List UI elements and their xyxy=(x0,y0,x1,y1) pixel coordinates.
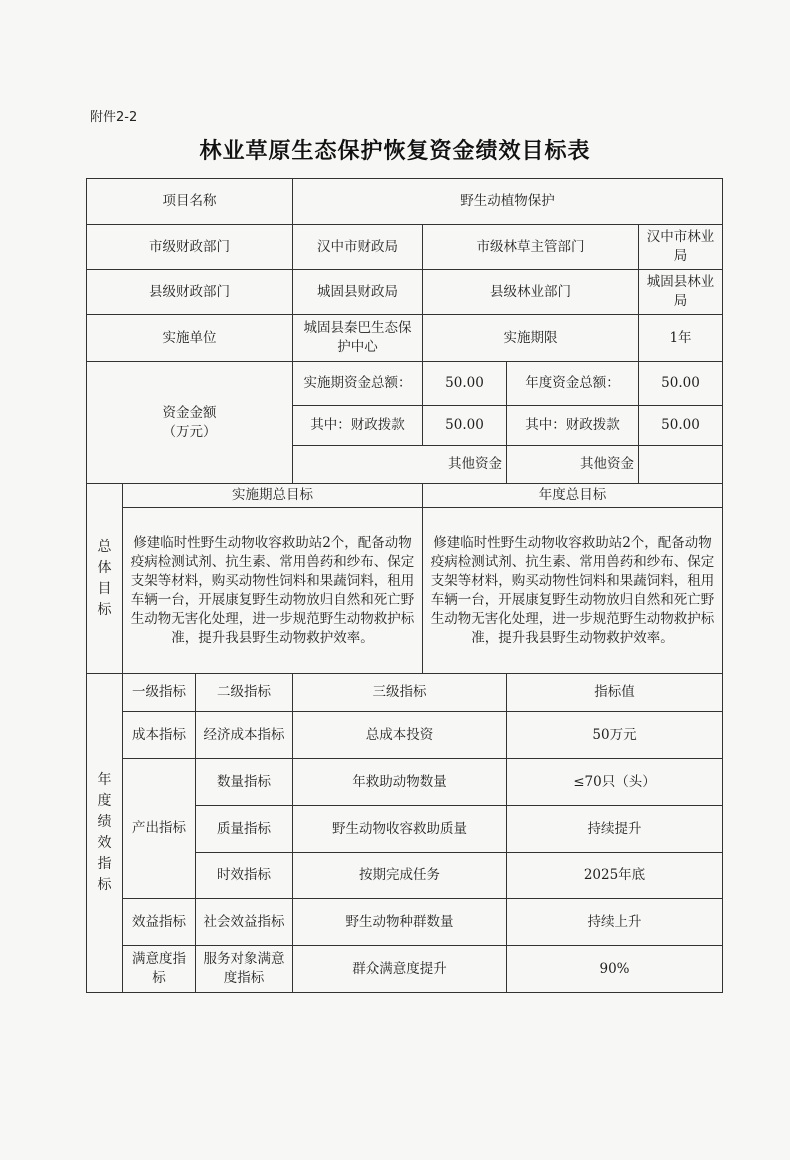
header-level3: 三级指标 xyxy=(293,674,507,712)
indicator-header-row xyxy=(87,674,723,712)
output-level3: 野生动物收容救助质量 xyxy=(293,806,507,853)
funds-fiscal-value: 50.00 xyxy=(423,406,507,446)
funds-fiscal-label-annual: 其中：财政拨款 xyxy=(507,406,639,446)
output-value: 持续提升 xyxy=(507,806,723,853)
overall-label-text: 总体目标 xyxy=(97,538,112,618)
project-name-label: 项目名称 xyxy=(87,179,293,225)
cost-row xyxy=(87,712,723,759)
benefit-level1: 效益指标 xyxy=(123,899,196,946)
city-forestry-value: 汉中市林业局 xyxy=(639,225,723,270)
county-forestry-value: 城固县林业局 xyxy=(639,270,723,315)
funds-annual-value: 50.00 xyxy=(639,362,723,406)
funds-total-value: 50.00 xyxy=(423,362,507,406)
county-row xyxy=(87,270,723,315)
cost-value: 50万元 xyxy=(507,712,723,759)
satisfaction-value: 90% xyxy=(507,946,723,993)
output-level3: 按期完成任务 xyxy=(293,853,507,899)
satisfaction-level3: 群众满意度提升 xyxy=(293,946,507,993)
indicators-label xyxy=(87,674,123,993)
funds-fiscal-label: 其中：财政拨款 xyxy=(293,406,423,446)
overall-annual-header: 年度总目标 xyxy=(423,484,723,508)
output-level1: 产出指标 xyxy=(123,759,196,899)
benefit-row xyxy=(87,899,723,946)
county-forestry-label: 县级林业部门 xyxy=(423,270,639,315)
overall-text-row xyxy=(87,508,723,674)
satisfaction-level2: 服务对象满意度指标 xyxy=(196,946,293,993)
benefit-level3: 野生动物种群数量 xyxy=(293,899,507,946)
output-level2: 数量指标 xyxy=(196,759,293,806)
funds-total-row xyxy=(87,362,723,406)
city-row xyxy=(87,225,723,270)
output-value: ≤70只（头） xyxy=(507,759,723,806)
overall-header-row xyxy=(87,484,723,508)
cost-level1: 成本指标 xyxy=(123,712,196,759)
performance-table xyxy=(86,178,723,993)
page-title: 林业草原生态保护恢复资金绩效目标表 xyxy=(199,138,591,164)
output-level2: 时效指标 xyxy=(196,853,293,899)
city-forestry-label: 市级林草主管部门 xyxy=(423,225,639,270)
city-finance-label: 市级财政部门 xyxy=(87,225,293,270)
header-level1: 一级指标 xyxy=(123,674,196,712)
overall-period-header: 实施期总目标 xyxy=(123,484,423,508)
overall-label xyxy=(87,484,123,674)
funds-label xyxy=(87,362,293,484)
output-value: 2025年底 xyxy=(507,853,723,899)
indicators-label-text: 年度绩效指标 xyxy=(97,772,112,893)
project-row xyxy=(87,179,723,225)
output-row-quantity xyxy=(87,759,723,806)
implementer-row xyxy=(87,315,723,362)
overall-annual-text: 修建临时性野生动物收容救助站2个，配备动物疫病检测试剂、抗生素、常用兽药和纱布、保定支架等材料，购买动物性饲料和果蔬饲料，租用车辆一台，开展康复野生动物放归自然和死亡野生动物无害化处理，进一步规范野生动物救护标准，提升我县野生动物救护效率。 xyxy=(423,508,723,674)
funds-unit: （万元） xyxy=(162,423,217,440)
header-level2: 二级指标 xyxy=(196,674,293,712)
period-value: 1年 xyxy=(639,315,723,362)
city-finance-value: 汉中市财政局 xyxy=(293,225,423,270)
county-finance-value: 城固县财政局 xyxy=(293,270,423,315)
project-name-value: 野生动植物保护 xyxy=(293,179,723,225)
header-value: 指标值 xyxy=(507,674,723,712)
funds-fiscal-value-annual: 50.00 xyxy=(639,406,723,446)
funds-other-label: 其他资金 xyxy=(293,446,507,484)
cost-level2: 经济成本指标 xyxy=(196,712,293,759)
overall-period-text: 修建临时性野生动物收容救助站2个，配备动物疫病检测试剂、抗生素、常用兽药和纱布、保定支架等材料，购买动物性饲料和果蔬饲料，租用车辆一台，开展康复野生动物放归自然和死亡野生动物无害化处理，进一步规范野生动物救护标准，提升我县野生动物救护效率。 xyxy=(123,508,423,674)
funds-annual-label: 年度资金总额： xyxy=(507,362,639,406)
satisfaction-level1: 满意度指标 xyxy=(123,946,196,993)
period-label: 实施期限 xyxy=(423,315,639,362)
funds-other-value-annual xyxy=(639,446,723,484)
implementer-value: 城固县秦巴生态保护中心 xyxy=(293,315,423,362)
funds-other-label-annual: 其他资金 xyxy=(507,446,639,484)
implementer-label: 实施单位 xyxy=(87,315,293,362)
satisfaction-row xyxy=(87,946,723,993)
benefit-value: 持续上升 xyxy=(507,899,723,946)
output-level3: 年救助动物数量 xyxy=(293,759,507,806)
benefit-level2: 社会效益指标 xyxy=(196,899,293,946)
attachment-label: 附件2-2 xyxy=(90,110,138,125)
cost-level3: 总成本投资 xyxy=(293,712,507,759)
funds-label-text: 资金金额 xyxy=(162,404,217,421)
funds-total-label: 实施期资金总额： xyxy=(293,362,423,406)
output-level2: 质量指标 xyxy=(196,806,293,853)
county-finance-label: 县级财政部门 xyxy=(87,270,293,315)
